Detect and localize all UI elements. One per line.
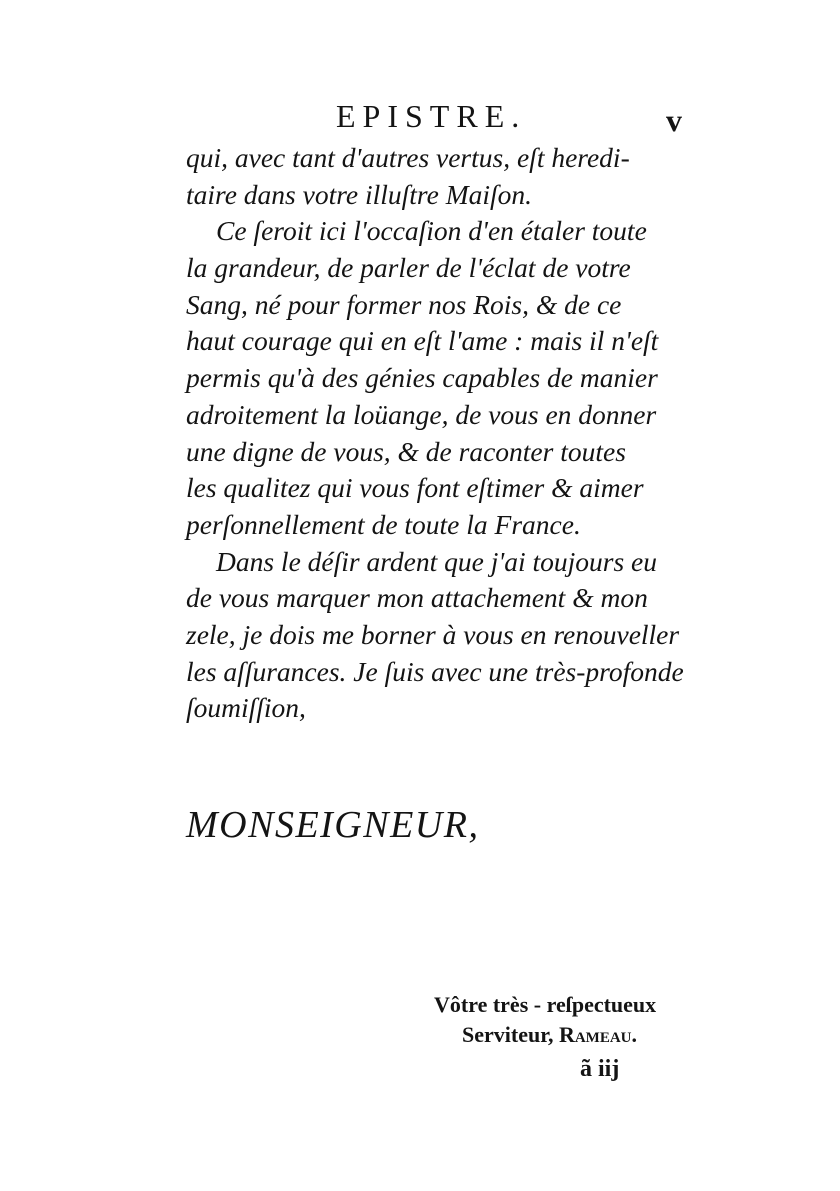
text-line: de vous marquer mon attachement & mon <box>186 582 648 614</box>
text-line: une digne de vous, & de raconter toutes <box>186 435 626 467</box>
text-line: qui, avec tant d'autres vertus, eſt heredi- <box>186 142 630 173</box>
page-number: v <box>666 102 682 138</box>
signature-line-2 <box>434 1020 656 1050</box>
text-line: perſonnellement de toute la France. <box>186 508 581 540</box>
text-line: Ce ſeroit ici l'occaſion d'en étaler toute <box>216 215 647 247</box>
running-head-title: EPISTRE. <box>336 98 527 134</box>
text-line: ſoumiſſion, <box>186 692 306 724</box>
text-line: adroitement la loüange, de vous en donner <box>186 398 657 430</box>
text-line: haut courage qui en eſt l'ame : mais il n'eſt <box>186 325 659 357</box>
text-line: zele, je dois me borner à vous en renouveller <box>186 618 680 650</box>
text-line: permis qu'à des génies capables de manier <box>186 362 658 394</box>
text-line: taire dans votre illuſtre Maiſon. <box>186 178 533 210</box>
text-line: les aſſurances. Je ſuis avec une très-profonde <box>186 655 684 687</box>
text-line: la grandeur, de parler de l'éclat de votre <box>186 252 631 284</box>
gathering-signature-mark: ã iij <box>580 1056 620 1082</box>
signature-line-1: Vôtre très - reſpectueux <box>434 992 657 1017</box>
body-text <box>186 140 706 727</box>
salutation: MONSEIGNEUR, <box>186 804 480 846</box>
signature-servant: Serviteur, <box>462 1022 554 1047</box>
text-line: Dans le déſir ardent que j'ai toujours eu <box>216 545 658 577</box>
signature-block <box>434 990 656 1050</box>
signature-name: Rameau. <box>558 1022 638 1047</box>
text-line: Sang, né pour former nos Rois, & de ce <box>186 288 622 320</box>
text-line: les qualitez qui vous font eſtimer & aimer <box>186 472 644 504</box>
